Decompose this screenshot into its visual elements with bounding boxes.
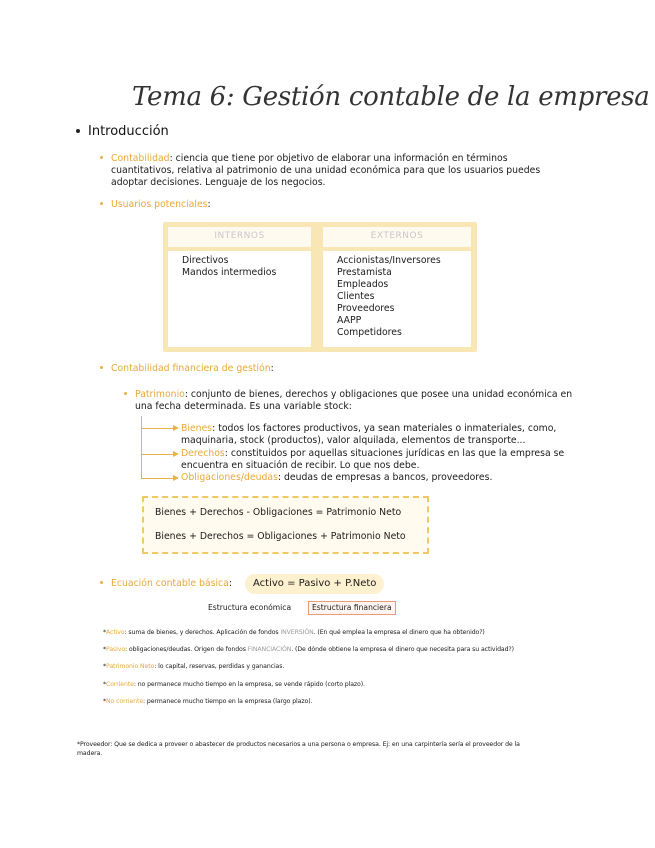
note-activo: *Activo: suma de bienes, y derechos. Aplicación de fondos INVERSIÓN. (En qué emplea la empresa el dinero que ha obtenido?) bbox=[103, 629, 485, 636]
financiera-heading: Contabilidad financiera de gestión: bbox=[100, 363, 274, 375]
ecuacion-formula: Activo = Pasivo + P.Neto bbox=[245, 574, 384, 594]
bullet-icon bbox=[100, 581, 103, 584]
tag-estructura-economica: Estructura económica bbox=[204, 601, 295, 615]
term-contabilidad: Contabilidad bbox=[111, 153, 170, 164]
tag-estructura-financiera: Estructura financiera bbox=[308, 601, 396, 615]
ecuacion-heading: Ecuación contable básica: bbox=[100, 578, 232, 590]
formula-box bbox=[142, 496, 429, 554]
list-item: Competidores bbox=[337, 327, 402, 338]
section-heading-introduccion: Introducción bbox=[76, 124, 169, 139]
table-header-internos: INTERNOS bbox=[168, 227, 311, 247]
list-item: Empleados bbox=[337, 279, 389, 290]
table-header-externos: EXTERNOS bbox=[323, 227, 471, 247]
list-item: Clientes bbox=[337, 291, 375, 302]
elemento-derechos: Derechos: constituidos por aquellas situaciones jurídicas en las que la empresa se encuentra en situación de recibir. Lo que nos debe. bbox=[181, 448, 565, 471]
list-item: Accionistas/Inversores bbox=[337, 255, 441, 266]
elemento-obligaciones: Obligaciones/deudas: deudas de empresas a bancos, proveedores. bbox=[181, 472, 493, 483]
table-column-internos bbox=[168, 251, 311, 347]
formula-2: Bienes + Derechos = Obligaciones + Patrimonio Neto bbox=[155, 531, 406, 542]
bullet-icon bbox=[100, 156, 103, 159]
arrow-icon bbox=[141, 454, 177, 455]
note-patrimonio-neto: *Patrimonio Neto: lo capital, reservas, perdidas y ganancias. bbox=[103, 663, 285, 670]
elemento-bienes: Bienes: todos los factores productivos, ya sean materiales o inmateriales, como, maquinaria, stock (productos), valor alquilada, elementos de transporte... bbox=[181, 423, 557, 446]
formula-1: Bienes + Derechos - Obligaciones = Patrimonio Neto bbox=[155, 507, 402, 518]
note-corriente: *Corriente: no permanece mucho tiempo en la empresa, se vende rápido (corto plazo). bbox=[103, 681, 365, 688]
page-title: Tema 6: Gestión contable de la empresa bbox=[132, 82, 650, 112]
arrow-icon bbox=[141, 478, 177, 479]
usuarios-table bbox=[163, 222, 477, 352]
bullet-icon bbox=[124, 392, 127, 395]
bullet-icon bbox=[100, 366, 103, 369]
list-item: Mandos intermedios bbox=[182, 267, 277, 278]
note-no-corriente: *No corriente: permanece mucho tiempo en la empresa (largo plazo). bbox=[103, 698, 313, 705]
usuarios-heading: Usuarios potenciales: bbox=[100, 199, 211, 211]
table-column-externos bbox=[323, 251, 471, 347]
bracket-line bbox=[141, 416, 142, 479]
arrow-icon bbox=[141, 428, 177, 429]
list-item: AAPP bbox=[337, 315, 362, 326]
contabilidad-definition: Contabilidad: ciencia que tiene por objetivo de elaborar una información en términos cuantitativos, relativa al patrimonio de una unidad económica para que los usuarios puedes adoptar decisiones. Lenguaje de los negocios. bbox=[100, 153, 570, 189]
patrimonio-definition: Patrimonio: conjunto de bienes, derechos y obligaciones que posee una unidad económica en una fecha determinada. Es una variable stock: bbox=[124, 389, 574, 413]
footnote-proveedor: *Proveedor: Que se dedica a proveer o abastecer de productos necesarios a una persona o empresa. Ej: en una carpintería sería el proveedor de la madera. bbox=[77, 741, 520, 757]
list-item: Directivos bbox=[182, 255, 229, 266]
list-item: Prestamista bbox=[337, 267, 392, 278]
list-item: Proveedores bbox=[337, 303, 395, 314]
bullet-icon bbox=[76, 129, 80, 133]
note-pasivo: *Pasivo: obligaciones/deudas. Origen de fondos FINANCIACIÓN. (De dónde obtiene la empresa el dinero que necesita para su actividad?) bbox=[103, 646, 514, 653]
bullet-icon bbox=[100, 202, 103, 205]
